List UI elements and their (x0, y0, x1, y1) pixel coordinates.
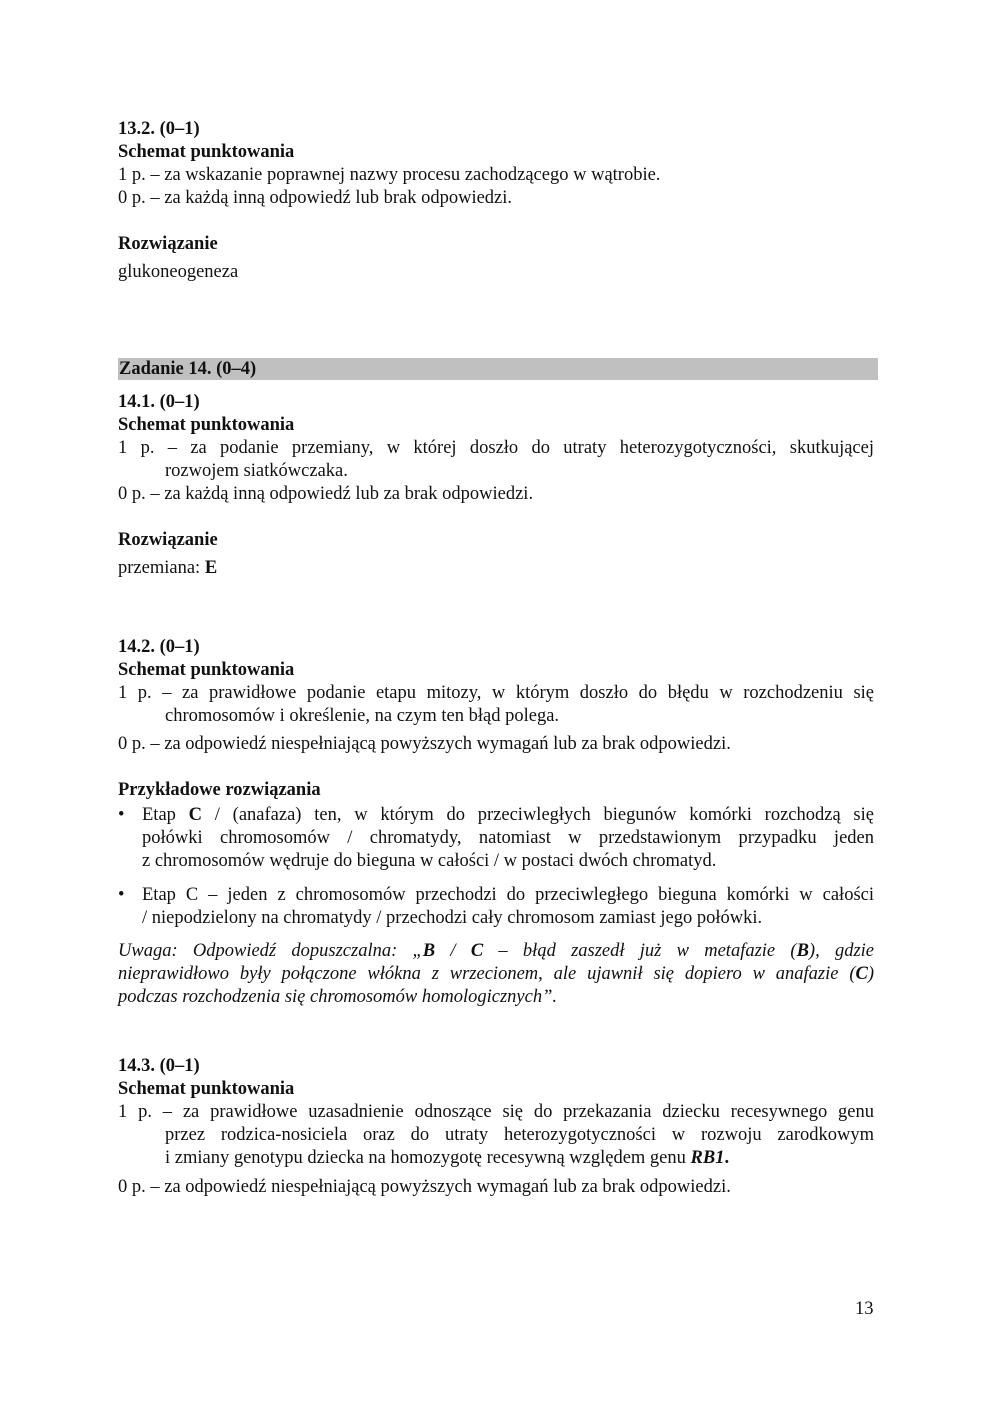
note-line2 (118, 963, 874, 986)
note-letter-b: B (422, 941, 436, 961)
section-13-2-heading: 13.2. (0–1) (118, 119, 200, 139)
section-14-2-schema-title: Schemat punktowania (118, 660, 295, 680)
bullet-icon: • (118, 885, 125, 905)
example-2-line1: Etap C – jeden z chromosomów przechodzi do przeciwległego bieguna komórki w całości (142, 885, 874, 905)
note-line2-close: ) (867, 964, 874, 984)
note-line1 (118, 940, 874, 963)
section-14-3-schema-title: Schemat punktowania (118, 1079, 295, 1099)
example-1-line3: z chromosomów wędruje do bieguna w całości / w postaci dwóch chromatyd. (142, 851, 717, 871)
example-1-line2: połówki chromosomów / chromatydy, natomiast w przedstawionym przypadku jeden (142, 828, 874, 848)
solution-prefix: przemiana: (118, 558, 205, 578)
section-14-1-solution-title: Rozwiązanie (118, 530, 218, 550)
section-14-3-score-1-line3 (165, 1147, 729, 1170)
section-14-3-score-1-line2: przez rodzica-nosiciela oraz do utraty heterozygotyczności w rozwoju zarodkowym (165, 1125, 874, 1145)
section-14-2-score-1-line2: chromosomów i określenie, na czym ten błąd polega. (165, 706, 560, 726)
section-13-2-schema-title: Schemat punktowania (118, 142, 295, 162)
note-text-a: Uwaga: Odpowiedź dopuszczalna: „ (118, 941, 423, 961)
section-14-2-score-1-line1: 1 p. – za prawidłowe podanie etapu mitozy, w którym doszło do błędu w rozchodzeniu się (118, 683, 874, 703)
section-14-1-solution (118, 557, 217, 580)
example-1-text-c: / (anafaza) ten, w którym do przeciwległych biegunów komórki rozchodzą się (202, 805, 874, 825)
section-14-1-score-1-line2: rozwojem siatkówczaka. (165, 461, 348, 481)
gene-text: i zmiany genotypu dziecka na homozygotę recesywną względem genu (165, 1148, 691, 1168)
example-1-text-a: Etap (142, 805, 189, 825)
section-14-2-heading: 14.2. (0–1) (118, 637, 200, 657)
section-14-3-score-0: 0 p. – za odpowiedź niespełniającą powyższych wymagań lub za brak odpowiedzi. (118, 1177, 731, 1197)
example-1-line1 (142, 804, 874, 827)
task-14-title: Zadanie 14. (0–4) (119, 359, 257, 379)
section-14-3-score-1-line1: 1 p. – za prawidłowe uzasadnienie odnoszące się do przekazania dziecku recesywnego genu (118, 1102, 874, 1122)
solution-value: E (204, 558, 218, 578)
example-1-stage-letter: C (188, 805, 203, 825)
note-letter-b2: B (796, 941, 809, 961)
section-14-3-heading: 14.3. (0–1) (118, 1056, 200, 1076)
section-14-2-examples-title: Przykładowe rozwiązania (118, 780, 321, 800)
section-13-2-solution: glukoneogeneza (118, 262, 239, 282)
note-line2-text: nieprawidłowo były połączone włókna z wrzecionem, ale ujawnił się dopiero w anafazie ( (118, 964, 856, 984)
note-text-e: – błąd zaszedł już w metafazie ( (483, 941, 797, 961)
example-2-line2: / niepodzielony na chromatydy / przechodzi cały chromosom zamiast jego połówki. (142, 908, 763, 928)
section-13-2-solution-title: Rozwiązanie (118, 234, 218, 254)
task-14-header-bar (118, 358, 878, 380)
section-13-2-score-1: 1 p. – za wskazanie poprawnej nazwy procesu zachodzącego w wątrobie. (118, 165, 661, 185)
section-14-1-schema-title: Schemat punktowania (118, 415, 295, 435)
note-line3: podczas rozchodzenia się chromosomów homologicznych”. (118, 987, 558, 1007)
section-14-1-heading: 14.1. (0–1) (118, 392, 200, 412)
gene-period: . (724, 1148, 730, 1168)
section-14-1-score-0: 0 p. – za każdą inną odpowiedź lub za brak odpowiedzi. (118, 484, 534, 504)
section-13-2-score-0: 0 p. – za każdą inną odpowiedź lub brak odpowiedzi. (118, 188, 513, 208)
note-line2-letter: C (855, 964, 868, 984)
note-letter-c: C (470, 941, 484, 961)
bullet-icon: • (118, 805, 125, 825)
gene-name: RB1 (690, 1148, 725, 1168)
note-text-c: / (435, 941, 471, 961)
note-text-g: ), gdzie (808, 941, 875, 961)
section-14-1-score-1-line1: 1 p. – za podanie przemiany, w której doszło do utraty heterozygotyczności, skutkującej (118, 438, 874, 458)
page-number: 13 (855, 1299, 874, 1319)
section-14-2-score-0: 0 p. – za odpowiedź niespełniającą powyższych wymagań lub za brak odpowiedzi. (118, 734, 731, 754)
